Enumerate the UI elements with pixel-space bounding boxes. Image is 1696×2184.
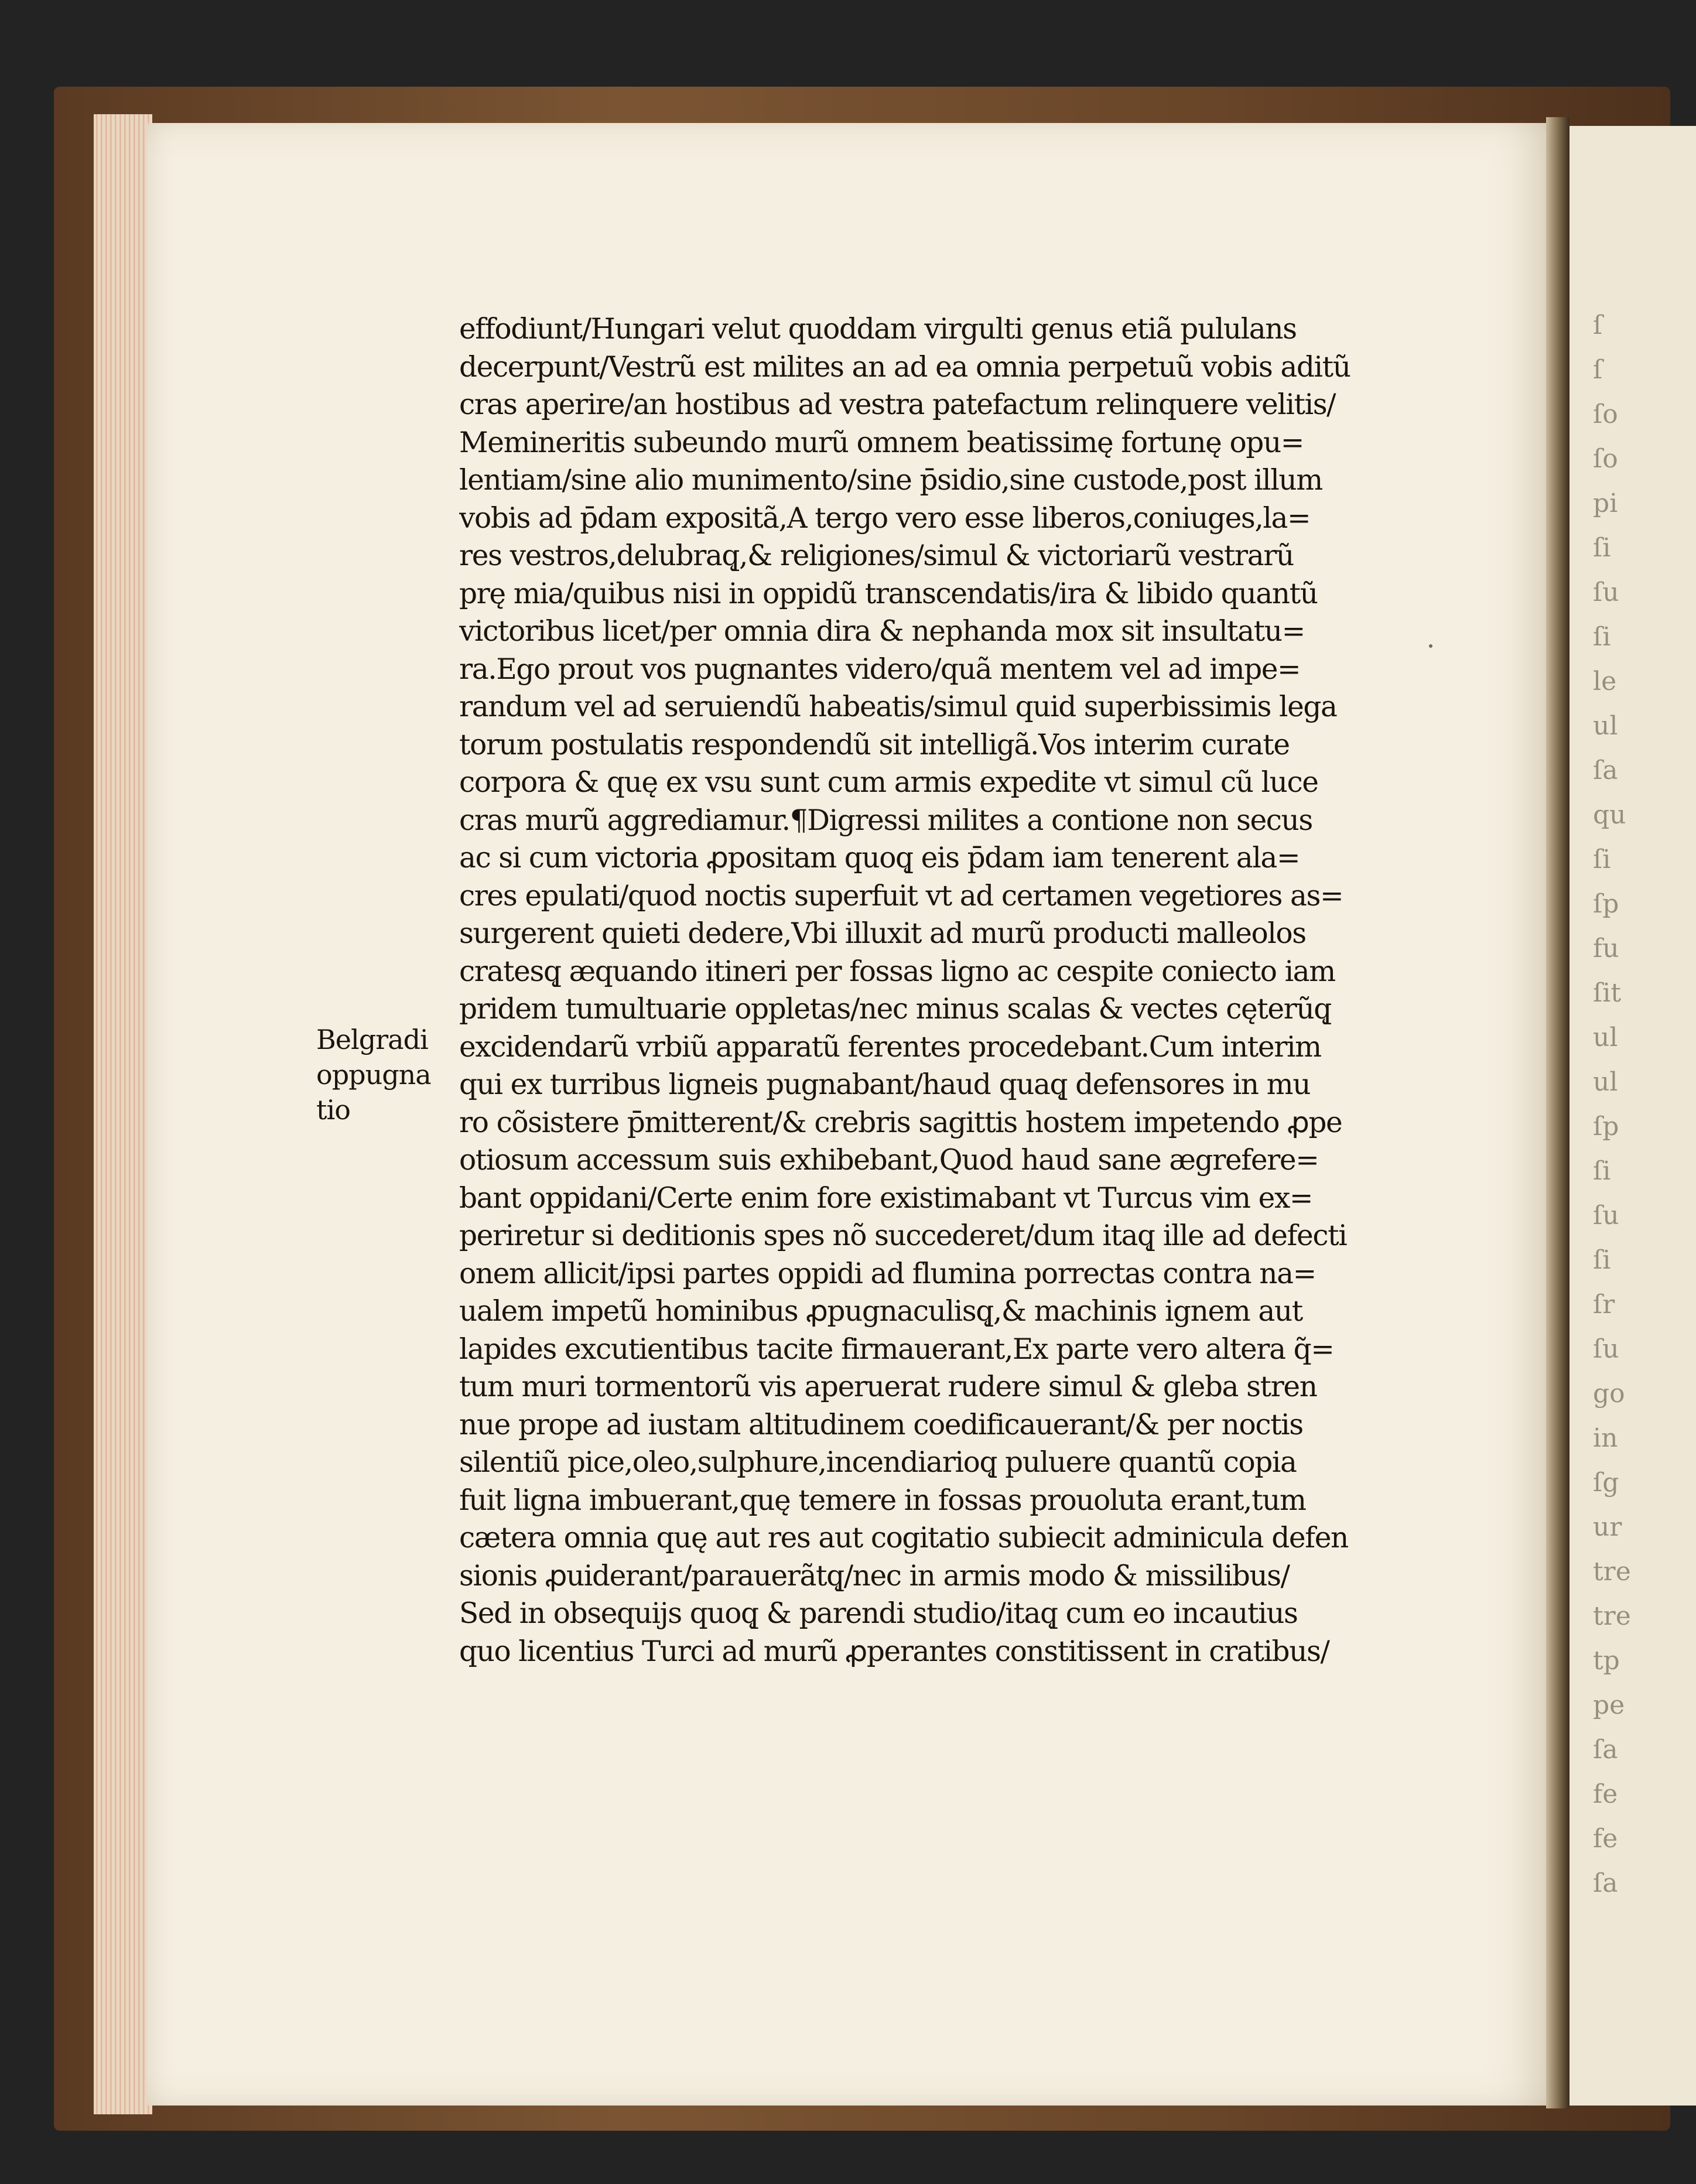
text-line: cætera omnia quę aut res aut cogitatio subiecit adminicula defen — [459, 1522, 1348, 1554]
marginal-note-line: oppugna — [316, 1059, 431, 1091]
text-line: otiosum accessum suis exhibebant,Quod haud sane ægrefere= — [459, 1144, 1319, 1177]
facing-page-fragment: ſa — [1593, 1735, 1618, 1765]
facing-page-fragment: le — [1593, 667, 1617, 696]
facing-page-fragment: ſit — [1593, 978, 1622, 1008]
facing-page-fragment: ſr — [1593, 1290, 1615, 1320]
facing-page-fragment: ſa — [1593, 756, 1618, 785]
facing-page-fragment: pe — [1593, 1690, 1625, 1720]
marginal-note-line: Belgradi — [316, 1024, 428, 1055]
facing-page-fragment: tre — [1593, 1601, 1631, 1631]
text-line: corpora & quę ex vsu sunt cum armis expedite vt simul cũ luce — [459, 766, 1318, 799]
text-line: periretur si deditionis spes nõ succederet/dum itaq̨ ille ad defecti — [459, 1219, 1347, 1252]
facing-page-fragment: fe — [1593, 1779, 1618, 1809]
page-edges — [94, 114, 152, 2114]
text-line: Memineritis subeundo murũ omnem beatissimę fortunę opu= — [459, 426, 1304, 459]
text-line: res vestros,delubraq̨,& religiones/simul & victoriarũ vestrarũ — [459, 539, 1294, 572]
text-line: lapides excutientibus tacite firmauerant,Ex parte vero altera q̃= — [459, 1332, 1334, 1366]
facing-page-fragment: tp — [1593, 1646, 1620, 1676]
facing-page-fragment: ſi — [1593, 1245, 1611, 1275]
facing-page-fragment: ſ — [1593, 355, 1603, 385]
facing-page-fragment: tre — [1593, 1557, 1631, 1587]
text-line: cras murũ aggrediamur.¶Digressi milites a contione non secus — [459, 804, 1312, 837]
facing-page-fragment: ſp — [1593, 889, 1619, 919]
facing-page — [1570, 126, 1696, 2106]
text-line: nue prope ad iustam altitudinem coedificauerant/& per noctis — [459, 1408, 1303, 1441]
facing-page-fragment: qu — [1593, 800, 1626, 830]
text-line: ac si cum victoria ꝓpositam quoq̨ eis p̄dam iam tenerent ala= — [459, 842, 1300, 874]
text-line: pridem tumultuarie oppletas/nec minus scalas & vectes cęterũq̨ — [459, 993, 1331, 1026]
facing-page-fragment: ſi — [1593, 1156, 1611, 1186]
facing-page-fragment: ſi — [1593, 533, 1611, 563]
main-text-block — [459, 310, 1414, 1670]
book-gutter — [1546, 117, 1570, 2108]
facing-page-fragment: ſa — [1593, 1868, 1618, 1898]
facing-page-fragment: ſi — [1593, 845, 1611, 874]
text-line: quo licentius Turci ad murũ ꝓperantes constitissent in cratibus/ — [459, 1635, 1329, 1668]
text-line: victoribus licet/per omnia dira & nephanda mox sit insultatu= — [459, 615, 1305, 648]
text-line: tum muri tormentorũ vis aperuerat rudere simul & gleba stren — [459, 1370, 1317, 1403]
facing-page-fragment: ſu — [1593, 1201, 1619, 1231]
facing-page-fragment: fu — [1593, 934, 1619, 963]
facing-page-fragment: ſp — [1593, 1112, 1619, 1141]
text-line: qui ex turribus ligneis pugnabant/haud quaq̨ defensores in mu — [459, 1068, 1311, 1101]
facing-page-fragment: in — [1593, 1423, 1618, 1453]
text-line: lentiam/sine alio munimento/sine p̄sidio,sine custode,post illum — [459, 464, 1322, 497]
facing-page-fragment: ſo — [1593, 444, 1618, 474]
text-line: cres epulati/quod noctis superfuit vt ad certamen vegetiores as= — [459, 879, 1343, 912]
facing-page-fragment: go — [1593, 1379, 1625, 1409]
facing-page-fragment: ſu — [1593, 577, 1619, 607]
ink-speck — [1429, 644, 1432, 648]
facing-page-fragment: ſo — [1593, 399, 1618, 429]
marginal-note-line: tio — [316, 1094, 350, 1126]
text-line: prę mia/quibus nisi in oppidũ transcendatis/ira & libido quantũ — [459, 577, 1318, 610]
text-line: ra.Ego prout vos pugnantes videro/quã mentem vel ad impe= — [459, 652, 1301, 686]
text-line: bant oppidani/Certe enim fore existimabant vt Turcus vim ex= — [459, 1181, 1313, 1215]
facing-page-fragment: ſ — [1593, 310, 1603, 340]
text-line: onem allicit/ipsi partes oppidi ad flumina porrectas contra na= — [459, 1257, 1316, 1290]
facing-page-fragment: ſi — [1593, 622, 1611, 652]
facing-page-fragment: ul — [1593, 1023, 1618, 1052]
facing-page-fragment: fe — [1593, 1824, 1618, 1854]
facing-page-fragment: ſg — [1593, 1468, 1619, 1498]
text-line: ualem impetũ hominibus ꝓpugnaculisq̨,& machinis ignem aut — [459, 1295, 1302, 1328]
text-line: cras aperire/an hostibus ad vestra patefactum relinquere velitis/ — [459, 388, 1336, 421]
text-line: surgerent quieti dedere,Vbi illuxit ad murũ producti malleolos — [459, 917, 1306, 950]
facing-page-fragment: pi — [1593, 488, 1618, 518]
text-line: cratesq̨ æquando itineri per fossas ligno ac cespite coniecto iam — [459, 955, 1335, 988]
marginal-note — [316, 1022, 445, 1127]
text-line: fuit ligna imbuerant,quę temere in fossas prouoluta erant,tum — [459, 1484, 1306, 1517]
text-line: vobis ad p̄dam expositã,A tergo vero esse liberos,coniuges,la= — [459, 501, 1311, 535]
text-line: effodiunt/Hungari velut quoddam virgulti genus etiã pululans — [459, 313, 1297, 346]
facing-page-fragment: ul — [1593, 711, 1618, 741]
text-line: silentiũ pice,oleo,sulphure,incendiarioq̨ puluere quantũ copia — [459, 1446, 1297, 1479]
text-line: Sed in obsequijs quoq̨ & parendi studio/itaq̨ cum eo incautius — [459, 1597, 1298, 1630]
text-line: ro cõsistere p̄mitterent/& crebris sagittis hostem impetendo ꝓpe — [459, 1106, 1342, 1139]
text-line: decerpunt/Vestrũ est milites an ad ea omnia perpetuũ vobis aditũ — [459, 350, 1350, 384]
facing-page-fragment: ſu — [1593, 1334, 1619, 1364]
text-line: randum vel ad seruiendũ habeatis/simul quid superbissimis lega — [459, 691, 1337, 723]
facing-page-fragment: ur — [1593, 1512, 1622, 1542]
facing-page-fragment: ul — [1593, 1067, 1618, 1097]
text-line: sionis ꝓuiderant/parauerãtq̨/nec in armis modo & missilibus/ — [459, 1559, 1290, 1592]
text-line: excidendarũ vrbiũ apparatũ ferentes procedebant.Cum interim — [459, 1030, 1321, 1064]
text-line: torum postulatis respondendũ sit intelligã.Vos interim curate — [459, 728, 1290, 761]
